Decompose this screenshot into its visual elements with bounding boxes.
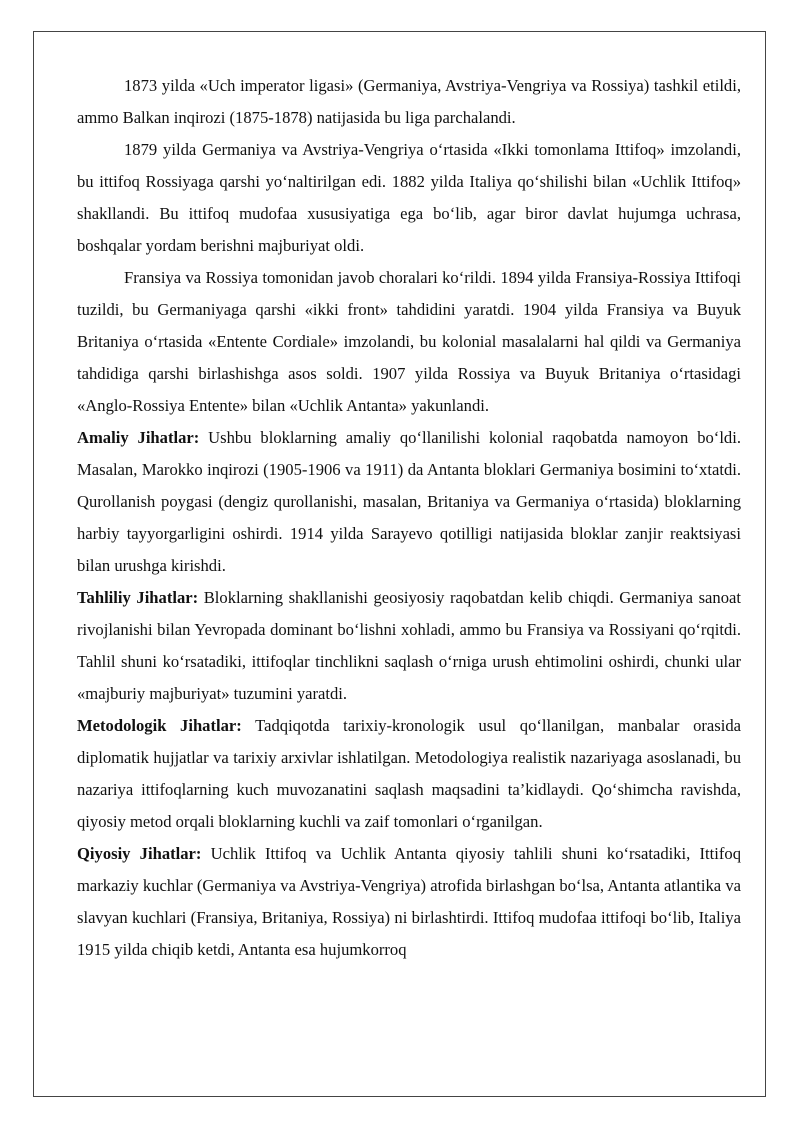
paragraph-qiyosiy	[77, 838, 741, 966]
document-body	[77, 70, 741, 966]
paragraph-metodologik	[77, 710, 741, 838]
paragraph-metodologik-text: Tadqiqotda tarixiy-kronologik usul qo‘llanilgan, manbalar orasida diplomatik hujjatlar va tarixiy arxivlar ishlatilgan. Metodologiya realistik nazariyaga asoslanadi, bu nazariya ittifoqlarning kuch muvozanatini saqlash maqsadini ta’kidlaydi. Qo‘shimcha ravishda, qiyosiy metod orqali bloklarning kuchli va zaif tomonlari o‘rganilgan.	[77, 716, 742, 831]
paragraph-1-text: 1873 yilda «Uch imperator ligasi» (Germaniya, Avstriya-Vengriya va Rossiya) tashkil etildi, ammo Balkan inqirozi (1875-1878) natijasida bu liga parchalandi.	[77, 76, 741, 127]
paragraph-1	[77, 70, 741, 134]
paragraph-3-text: Fransiya va Rossiya tomonidan javob choralari ko‘rildi. 1894 yilda Fransiya-Rossiya Ittifoqi tuzildi, bu Germaniyaga qarshi «ikki front» tahdidini yaratdi. 1904 yilda Fransiya va Buyuk Britaniya o‘rtasida «Entente Cordiale» imzolandi, bu kolonial masalalarni hal qildi va Germaniya tahdidiga qarshi birlashishga asos soldi. 1907 yilda Rossiya va Buyuk Britaniya o‘rtasidagi «Anglo-Rossiya Entente» bilan «Uchlik Antanta» yakunlandi.	[77, 268, 741, 415]
paragraph-qiyosiy-text: Uchlik Ittifoq va Uchlik Antanta qiyosiy tahlili shuni ko‘rsatadiki, Ittifoq markaziy kuchlar (Germaniya va Avstriya-Vengriya) atrofida birlashgan bo‘lsa, Antanta atlantika va slavyan kuchlari (Fransiya, Britaniya, Rossiya) ni birlashtirdi. Ittifoq mudofaa ittifoqi bo‘lib, Italiya 1915 yilda chiqib ketdi, Antanta esa hujumkorroq	[77, 844, 742, 959]
paragraph-qiyosiy-heading: Qiyosiy Jihatlar:	[77, 844, 202, 863]
paragraph-2	[77, 134, 741, 262]
paragraph-amaliy-heading: Amaliy Jihatlar:	[77, 428, 200, 447]
paragraph-tahliliy-heading: Tahliliy Jihatlar:	[77, 588, 199, 607]
paragraph-tahliliy	[77, 582, 741, 710]
paragraph-2-text: 1879 yilda Germaniya va Avstriya-Vengriya o‘rtasida «Ikki tomonlama Ittifoq» imzolandi, bu ittifoq Rossiyaga qarshi yo‘naltirilgan edi. 1882 yilda Italiya qo‘shilishi bilan «Uchlik Ittifoq» shakllandi. Bu ittifoq mudofaa xususiyatiga ega bo‘lib, agar biror davlat hujumga uchrasa, boshqalar yordam berishni majburiyat oldi.	[77, 140, 741, 255]
paragraph-tahliliy-text: Bloklarning shakllanishi geosiyosiy raqobatdan kelib chiqdi. Germaniya sanoat rivojlanishi bilan Yevropada dominant bo‘lishni xohladi, ammo bu Fransiya va Rossiyani qo‘rqitdi. Tahlil shuni ko‘rsatadiki, ittifoqlar tinchlikni saqlash o‘rniga urush ehtimolini oshirdi, chunki ular «majburiy majburiyat» tuzumini yaratdi.	[77, 588, 741, 703]
paragraph-amaliy	[77, 422, 741, 582]
paragraph-3	[77, 262, 741, 422]
paragraph-amaliy-text: Ushbu bloklarning amaliy qo‘llanilishi kolonial raqobatda namoyon bo‘ldi. Masalan, Marokko inqirozi (1905-1906 va 1911) da Antanta bloklari Germaniya bosimini to‘xtatdi. Qurollanish poygasi (dengiz qurollanishi, masalan, Britaniya va Germaniya o‘rtasida) bloklarning harbiy tayyorgarligini oshirdi. 1914 yilda Sarayevo qotilligi natijasida bloklar zanjir reaktsiyasi bilan urushga kirishdi.	[77, 428, 741, 575]
paragraph-metodologik-heading: Metodologik Jihatlar:	[77, 716, 242, 735]
